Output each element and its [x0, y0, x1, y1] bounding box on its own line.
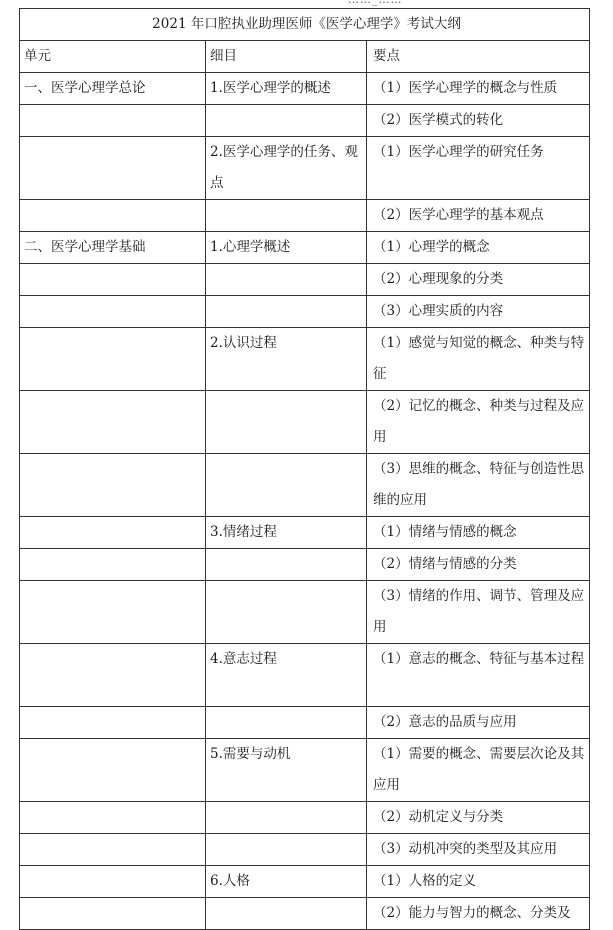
- item-cell: 2.认识过程: [206, 328, 367, 391]
- item-cell: [206, 898, 367, 930]
- unit-cell: [20, 328, 206, 391]
- unit-cell: [20, 834, 206, 866]
- point-cell: （1）意志的概念、特征与基本过程: [367, 644, 590, 707]
- point-cell: （3）心理实质的内容: [367, 296, 590, 328]
- header-item: 细目: [206, 41, 367, 73]
- item-cell: [206, 707, 367, 739]
- point-cell: （3）情绪的作用、调节、管理及应用: [367, 581, 590, 644]
- table-row: [20, 391, 590, 454]
- point-cell: （2）心理现象的分类: [367, 264, 590, 296]
- table-row: [20, 137, 590, 200]
- unit-cell: [20, 264, 206, 296]
- header-text: [348, 0, 403, 6]
- header-unit: 单元: [20, 41, 206, 73]
- point-cell: （2）情绪与情感的分类: [367, 549, 590, 581]
- item-cell: [206, 296, 367, 328]
- item-cell: 1.心理学概述: [206, 232, 367, 264]
- item-cell: 2.医学心理学的任务、观点: [206, 137, 367, 200]
- table-row: [20, 200, 590, 232]
- unit-cell: 一、医学心理学总论: [20, 73, 206, 105]
- point-cell: （1）人格的定义: [367, 866, 590, 898]
- point-cell: （2）医学心理学的基本观点: [367, 200, 590, 232]
- table-row: [20, 802, 590, 834]
- unit-cell: [20, 739, 206, 802]
- item-cell: [206, 454, 367, 517]
- table-row: [20, 866, 590, 898]
- unit-cell: [20, 802, 206, 834]
- item-cell: 4.意志过程: [206, 644, 367, 707]
- unit-cell: [20, 898, 206, 930]
- point-cell: （1）医学心理学的研究任务: [367, 137, 590, 200]
- item-cell: [206, 391, 367, 454]
- table-row: [20, 454, 590, 517]
- table-row: [20, 549, 590, 581]
- item-cell: 3.情绪过程: [206, 517, 367, 549]
- table-row: [20, 296, 590, 328]
- unit-cell: [20, 454, 206, 517]
- unit-cell: [20, 137, 206, 200]
- point-cell: （1）情绪与情感的概念: [367, 517, 590, 549]
- point-cell: （2）动机定义与分类: [367, 802, 590, 834]
- table-row: [20, 73, 590, 105]
- point-cell: （2）能力与智力的概念、分类及: [367, 898, 590, 930]
- header-row: [20, 41, 590, 73]
- table-row: [20, 707, 590, 739]
- unit-cell: [20, 644, 206, 707]
- unit-cell: [20, 549, 206, 581]
- table-row: [20, 105, 590, 137]
- point-cell: （1）心理学的概念: [367, 232, 590, 264]
- unit-cell: [20, 296, 206, 328]
- table-row: [20, 517, 590, 549]
- item-cell: [206, 105, 367, 137]
- point-cell: （1）需要的概念、需要层次论及其应用: [367, 739, 590, 802]
- point-cell: （1）医学心理学的概念与性质: [367, 73, 590, 105]
- item-cell: [206, 549, 367, 581]
- table-row: [20, 644, 590, 707]
- point-cell: （1）感觉与知觉的概念、种类与特征: [367, 328, 590, 391]
- table-row: [20, 739, 590, 802]
- table-row: [20, 581, 590, 644]
- unit-cell: [20, 707, 206, 739]
- point-cell: （2）记忆的概念、种类与过程及应用: [367, 391, 590, 454]
- point-cell: （3）动机冲突的类型及其应用: [367, 834, 590, 866]
- unit-cell: [20, 200, 206, 232]
- header-point: 要点: [367, 41, 590, 73]
- table-row: [20, 264, 590, 296]
- item-cell: 6.人格: [206, 866, 367, 898]
- point-cell: （3）思维的概念、特征与创造性思维的应用: [367, 454, 590, 517]
- point-cell: （2）医学模式的转化: [367, 105, 590, 137]
- table-row: [20, 232, 590, 264]
- item-cell: [206, 581, 367, 644]
- unit-cell: [20, 105, 206, 137]
- item-cell: 1.医学心理学的概述: [206, 73, 367, 105]
- table-title: 2021 年口腔执业助理医师《医学心理学》考试大纲: [20, 9, 590, 41]
- unit-cell: [20, 581, 206, 644]
- syllabus-table: [19, 8, 590, 930]
- unit-cell: [20, 517, 206, 549]
- item-cell: 5.需要与动机: [206, 739, 367, 802]
- item-cell: [206, 200, 367, 232]
- unit-cell: [20, 391, 206, 454]
- unit-cell: 二、医学心理学基础: [20, 232, 206, 264]
- point-cell: （2）意志的品质与应用: [367, 707, 590, 739]
- item-cell: [206, 802, 367, 834]
- table-row: [20, 834, 590, 866]
- unit-cell: [20, 866, 206, 898]
- table-row: [20, 898, 590, 930]
- item-cell: [206, 834, 367, 866]
- table-row: [20, 328, 590, 391]
- item-cell: [206, 264, 367, 296]
